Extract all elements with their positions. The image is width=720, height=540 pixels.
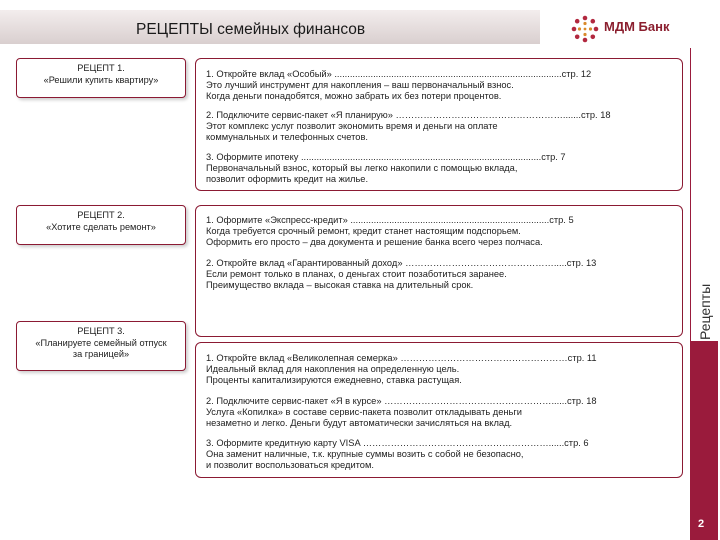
recipe-3-label	[16, 321, 186, 371]
step-text: позволит оформить кредит на жилье.	[206, 173, 369, 184]
recipe-2-step-2	[206, 258, 681, 290]
page-number: 2	[698, 518, 705, 530]
recipe-1-step-1	[206, 69, 681, 101]
recipe-3-subtitle: «Планируете семейный отпуск	[35, 337, 167, 348]
step-text: Если ремонт только в планах, о деньгах стоит позаботиться заранее.	[206, 268, 507, 279]
step-heading: 2. Откройте вклад «Гарантированный доход» ………………………………………….....стр. 13	[206, 258, 597, 268]
bank-name: МДМ Банк	[604, 19, 670, 34]
step-heading: 1. Оформите «Экспресс-кредит» .............................................................................стр. 5	[206, 215, 574, 225]
step-heading: 3. Оформите ипотеку .............................................................................................стр. 7	[206, 152, 566, 162]
recipe-2-title: РЕЦЕПТ 2.	[77, 210, 125, 220]
recipe-2-step-1	[206, 215, 681, 247]
step-heading: 3. Оформите кредитную карту VISA ……………………………………………………......стр. 6	[206, 438, 589, 448]
step-text: Это лучший инструмент для накопления – ваш первоначальный взнос.	[206, 79, 514, 90]
recipe-3-step-3	[206, 438, 681, 470]
bank-logo-icon	[570, 14, 600, 44]
step-heading: 2. Подключите сервис-пакет «Я в курсе» ………………………………………………......стр. 18	[206, 396, 597, 406]
step-text: Когда деньги понадобятся, можно забрать их без потери процентов.	[206, 90, 502, 101]
step-text: незаметно и легко. Деньги будут автоматически зачисляться на вклад.	[206, 417, 513, 428]
step-text: коммунальных и телефонных счетов.	[206, 131, 368, 142]
step-text: и позволит воспользоваться кредитом.	[206, 459, 374, 470]
step-heading: 2. Подключите сервис-пакет «Я планирую» ……………………………………………….......стр. 18	[206, 110, 611, 120]
step-text: Она заменит наличные, т.к. крупные суммы возить с собой не безопасно,	[206, 448, 524, 459]
step-text: Преимущество вклада – высокая ставка на длительный срок.	[206, 279, 474, 290]
recipe-2-label	[16, 205, 186, 245]
recipe-2-subtitle: «Хотите сделать ремонт»	[46, 221, 156, 232]
step-text: Первоначальный взнос, который вы легко накопили с помощью вклада,	[206, 162, 518, 173]
step-text: Оформить его просто – два документа и решение банка всего через полчаса.	[206, 236, 543, 247]
step-text: Этот комплекс услуг позволит экономить время и деньги на оплате	[206, 120, 498, 131]
recipe-1-label	[16, 58, 186, 98]
recipe-3-step-2	[206, 396, 681, 428]
recipe-1-title: РЕЦЕПТ 1.	[77, 63, 125, 73]
step-text: Услуга «Копилка» в составе сервис-пакета позволит откладывать деньги	[206, 406, 522, 417]
recipe-3-step-1	[206, 353, 681, 385]
recipe-3-title: РЕЦЕПТ 3.	[77, 326, 125, 336]
side-label: Рецепты	[697, 283, 713, 340]
step-text: Идеальный вклад для накопления на определенную цель.	[206, 363, 460, 374]
step-text: Проценты капитализируются ежедневно, ставка растущая.	[206, 374, 462, 385]
step-heading: 1. Откройте вклад «Великолепная семерка» ………………………………………………стр. 11	[206, 353, 597, 363]
recipe-1-step-2	[206, 110, 681, 142]
recipe-1-subtitle: «Решили купить квартиру»	[43, 74, 159, 85]
step-text: Когда требуется срочный ремонт, кредит станет настоящим подспорьем.	[206, 225, 521, 236]
recipe-3-subtitle-2: за границей»	[72, 349, 130, 359]
step-heading: 1. Откройте вклад «Особый» ........................................................................................стр. 12	[206, 69, 592, 79]
page-title: РЕЦЕПТЫ семейных финансов	[136, 21, 366, 38]
recipe-1-step-3	[206, 152, 681, 184]
